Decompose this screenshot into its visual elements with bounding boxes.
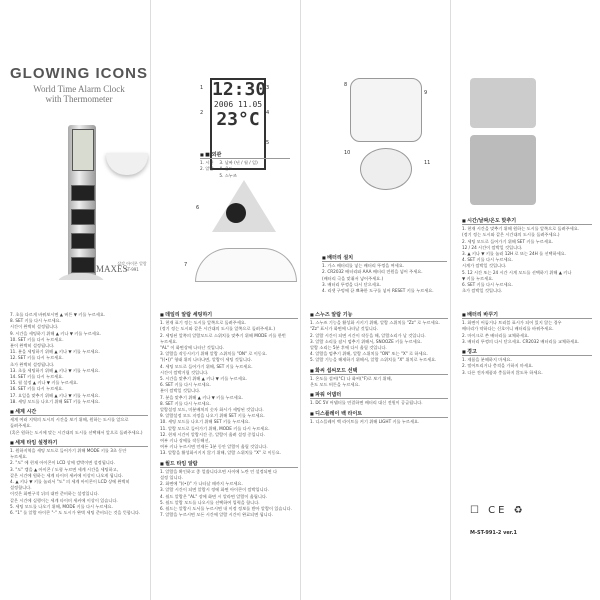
city-block (71, 209, 95, 225)
text-line: 알람 소리는 5분 후에 다시 울릴 것입니다. (310, 345, 387, 351)
section-heading: ■ 세계 시간 (10, 409, 148, 416)
back-dial-image (360, 148, 412, 190)
subtitle-line-1: World Time Alarm Clock (33, 84, 125, 94)
text-line: 1. 알람을 확인하고 좋 얼쓸니다으면 사이에 노란 언 설정되면 다 (160, 468, 278, 474)
text-line: 12 / 24 시간이 깜박일 것입니다. (462, 244, 523, 250)
text-line: 18. 세팅 모드를 나오기 위해 SET 키를 누르세요. (10, 398, 100, 404)
text-line: 2. 세팅된 앞쪽의 알람모드로 스위치를 맞추기 위해 MODE 키를 한번 (160, 332, 286, 338)
text-line: 설정합니다. (10, 485, 32, 491)
text-line: 2. CR2032 배터리와 AAA 배터리 전원을 넣어 주세요. (322, 269, 423, 275)
brand-title: GLOWING ICONS (10, 65, 148, 82)
hand-photo (470, 78, 536, 128)
lcd-time: 12:30 (212, 79, 267, 100)
text-line: 7. 분을 맞추기 위해 ▲ 키나 ▼ 키를 누르세요. (160, 394, 244, 400)
text-line: 3. 배터리 뚜껑을 다시 닫으세요. (322, 281, 382, 287)
text-line: 3. 다른 전자제품과 충돌하지 않도록 하세요. (462, 369, 543, 375)
text-line: 6. SET 키를 다시 누르세요. (462, 282, 513, 288)
callout: 8 (344, 82, 348, 88)
city-block (71, 233, 95, 249)
text-line: 5. 12 시간 또는 24 시간 시계 모드를 선택하기 위해 ▲ 키나 (462, 269, 572, 275)
text-line: 1. 디스플레이 백 라이트를 켜기 위해 LIGHT 키를 누르세요. (310, 418, 420, 424)
text-line: 1. 현재 시간을 맞추기 위해 원하는 도시를 앞쪽으로 돌려주세요. (462, 226, 580, 232)
text-line: 10. 세팅 모드를 나오기 위해 SET 키를 누르세요. (160, 419, 250, 425)
callout: 3 (266, 85, 270, 91)
text-line: 여부 키나 장에를 작동해선, (160, 438, 210, 444)
text-line: 9. 알람설정 모드 지정을 나오기 위해 SET 키를 누르세요. (160, 413, 265, 419)
section-heading: ■ 월드 타임 알람 (160, 461, 298, 468)
text-line: 8. SET 키를 다시 누르세요. (10, 318, 61, 324)
text-line: 12. 현재 시간이 알람시간 중, 알람이 울려 설정 중입니다. (160, 431, 265, 437)
section-heading: ■ 파워 어댑터 (310, 392, 448, 399)
text-line: 초가 완벽히 설정됩니다. (10, 361, 55, 367)
text-line: 5. 세팅 모드를 나오기 위해, MODE 키를 다시 누르세요. (10, 503, 113, 509)
callout: 4 (266, 110, 270, 116)
text-line: 3. 알람을 작동시키기 위해 알람 스위치를 "ON" 로 이동요. (160, 351, 268, 357)
parts-item: 2. 알람 (200, 166, 214, 172)
text-line: 2. 화면에 "((•))" 가 나타날 때까지 누르세요. (160, 481, 243, 487)
parts-item: 1. 시간 (200, 160, 214, 166)
text-line: 1. DC 5V 어댑터를 연결하면 배터리 대신 전원이 공급됩니다. (310, 400, 423, 406)
text-line: 1. 가스 배터리를 넣는 배터리 뚜껑을 여세요. (322, 263, 405, 269)
text-line: ▼ 키를 누르세요. (462, 275, 494, 281)
text-line: 4. 월드 알람은 "AL" 장에 화면 시 알라면 알람이 울립니다. (160, 493, 268, 499)
text-line: 5. 알람 기능을 해제하기 위해서, 알람 스위치를 "X" 위치로 누르세요. (310, 357, 437, 363)
model-name: 삼각 아이콘 알람 (117, 261, 147, 266)
text-line: 11. 알람 모드로 들어가기 위해, MODE 키를 다시 누르세요. (160, 425, 270, 431)
text-line: 3. 배터리 뚜껑의 다시 닫으세요. CR2032 배터리를 교체하세요. (462, 338, 580, 344)
text-line: 돌려주세요. (10, 423, 32, 429)
dome-base-image (195, 248, 297, 282)
section-heading: ■ 배터리 설치 (322, 255, 447, 262)
text-line: 누르세요. (160, 338, 178, 344)
clock-product-image (68, 125, 96, 280)
text-line: 3. ▲ 키나 ▼ 키를 눌러 12H 로 또는 24H 를 선택하세요. (462, 251, 567, 257)
text-line: "AL" 이 화면상에 나타난 것입니다. (160, 345, 225, 351)
text-line: 3. "도" 캠을 ▲ 아이콘 / 도형 누르면 세계 시간을 세팅하고, (10, 466, 119, 472)
section-heading: ■ 데일리 알람 세팅하기 (160, 312, 298, 319)
text-line: 12. SET 키를 다시 누르세요. (10, 355, 64, 361)
steps-continued (10, 312, 148, 516)
text-line: (혹은 원하는 도시에 맞는 시간대의 도시를 선택해서 앞으로 돌려주세요.) (10, 429, 143, 435)
section-heading: ■ 시간/날짜/온도 맞추기 (462, 218, 592, 225)
text-line: 10. SET 키를 다시 누르세요. (10, 336, 64, 342)
text-line: 1. 온도를 섭씨(°C) 나 화씨(°F)로 보기 위해, (310, 375, 392, 381)
text-line: "((•))" 형태 위의 나타나면, 알람이 세팅 것입니다. (160, 357, 253, 363)
text-line: 1. 현재 표기 정는 도시를 앞쪽으로 돌려주세요. (160, 320, 247, 326)
text-line: 13. 알람을 활성화시키지 않기 위해, 알람 스위치를 "X" 로 이동요. (160, 450, 282, 456)
text-line: 시계가 깜박일 것입니다. (462, 263, 507, 269)
text-line: "Zz" 표시가 화면에 나타날 것입니다. (310, 326, 379, 332)
text-line: 여부 키나 누르시면 언제든 1분 동안 알람이 울릴 것입니다. (160, 444, 268, 450)
snooze-sections (310, 312, 448, 425)
lcd-date: 2006 11.05 (213, 100, 263, 109)
text-line: 5. 시간을 맞추기 위해 ▲ 키나 ▼ 키를 누르세요. (160, 376, 248, 382)
text-line: 14. SET 키를 다시 누르세요. (10, 374, 64, 380)
text-line: 1. 스누즈 기능을 활성화 시키기 위해, 알람 스위치를 "Zz" 로 누르세요. (310, 320, 441, 326)
text-line: 4. 세팅 모드로 들어가기 위해, SET 키를 누르세요. (160, 363, 253, 369)
text-line: 배터리가 약하다는 신호이니 배터리를 바꿔주세요. (462, 326, 554, 332)
parts-item: 3. 날짜 (년 / 월 / 일) (219, 160, 258, 166)
footer-code: M-ST-991-2 ver.1 (470, 530, 517, 536)
triangle-icon (226, 203, 246, 223)
text-line: 2. 세팅 모드로 들어가기 위해 SET 키를 누르세요. (462, 238, 554, 244)
back-panel-image (350, 78, 422, 142)
callout: 1 (200, 85, 204, 91)
text-line: 같은 시간에 원하는 세계 타이머 세커에 이상이 나오게 됩니다. (10, 472, 124, 478)
callout: 2 (200, 110, 204, 116)
text-line: (정기 정는 도시와 같은 시간대의 도시를 앞쪽으로 돌려주세요.) (160, 326, 276, 332)
callout: 7 (184, 262, 188, 268)
text-line: 같은 시간에 실행이는 세계 타이머 세커에 이상이 있습니다. (10, 497, 118, 503)
callout: 5 (266, 140, 270, 146)
time-set-section (462, 218, 592, 294)
text-line: 3. 알람 소리를 잠시 멈추기 위해서, SNOOZE 키를 누르세요. (310, 338, 423, 344)
text-line: 6. 월드는 알람시 도서를 누르시면 내 이정 정보를 받아 알람이 있습니다. (160, 506, 292, 512)
text-line: 1. 원하지역을 세팅 모드로 들어가기 위해 MODE 키를 3초 동안 (10, 448, 127, 454)
text-line: 이것은 화면구석 뒤의 대만 준비하는 설정입니다. (10, 491, 99, 497)
subtitle (8, 84, 150, 104)
text-line: 알람설정 모드, 미분배처의 숫자 화시가 세팅된 것입니다. (160, 407, 264, 413)
model-label (112, 261, 150, 273)
text-line: 16. SET 키를 다시 누르세요. (10, 386, 64, 392)
parts-item: 5. 스누즈 (219, 172, 237, 178)
text-line: 분이 완벽히 설정됩니다. (10, 343, 55, 349)
text-line: 5. 월드 알람 모드를 나오시를 선택하여 입력을 합니다. (160, 499, 260, 505)
lcd-temp: 23°C (216, 109, 260, 130)
text-line: 9. 시간을 세팅하기 위해 ▲ 키나 ▼ 키를 누르세요. (10, 330, 102, 336)
maker-logo: MAXES (96, 264, 128, 274)
parts-title: ■ ■ 외관 (200, 152, 290, 159)
text-line: 시간이 깜박거릴 것입니다. (160, 369, 209, 375)
callout: 10 (344, 150, 351, 156)
section-heading: ■ 디스플레이 백 라이트 (310, 411, 448, 418)
parts-item: 4. 온도 (219, 166, 233, 172)
alarm-sections (160, 312, 298, 519)
text-line: 분이 깜박일 것입니다. (160, 388, 201, 394)
parts-list (200, 152, 290, 179)
model-number: ST-991 (125, 267, 139, 272)
text-line: 2. 알람 시간이 되면 시간이 작동을 해, 알람소리가 날 것입니다. (310, 332, 426, 338)
text-line: 15. 월 설정 ▲ 키나 ▼ 키를 누르세요. (10, 380, 79, 386)
text-line: 4. SET 키를 다시 누르세요. (462, 257, 513, 263)
text-line: 세계 여러 지역의 도시의 시간을 보기 위해, 원하는 도시를 앞으로 (10, 417, 129, 423)
text-line: 4. ▲ 키나 ▼ 키를 눌러서 "도" 의 세계 아이콘이 LCD 상에 완벽히 (10, 479, 130, 485)
callout: 6 (196, 205, 200, 211)
text-line: (배터리 극을 맞춰서 넣어주세요.) (322, 275, 384, 281)
text-line: 설정 입니다. (160, 475, 183, 481)
text-line: 6. SET 키를 다시 누르세요. (160, 382, 211, 388)
certification-marks: ☐ CE ♻ (470, 505, 526, 516)
section-heading: ■ 세계 타임 설정하기 (10, 440, 148, 447)
text-line: 2. "도" 에 현재 아이콘이 LCD 상에 깜박이면 설정됩니다. (10, 460, 116, 466)
text-line: 온도 모드 버튼을 누르세요. (310, 382, 360, 388)
section-heading: ■ 배터리 바꾸기 (462, 312, 592, 319)
clock-lcd-image (72, 129, 94, 171)
text-line: 13. 초를 세팅하기 위해 ▲ 키나 ▼ 키를 누르세요. (10, 367, 100, 373)
callout: 11 (424, 160, 431, 166)
text-line: 8. SET 키를 다시 누르세요. (160, 400, 211, 406)
text-line: 2. 떨어뜨리거나 충격을 가하지 마세요. (462, 363, 534, 369)
coffee-cup-image (106, 153, 148, 175)
text-line: 2. 마이크로 쓴 배터리를 교체하세요. (462, 332, 530, 338)
text-line: 3. 알람 시간이 되면 알람시 정에 화면 아이콘이 깜박입니다. (160, 487, 270, 493)
text-line: 17. 요일을 맞추기 위해 ▲ 키나 ▼ 키를 누르세요. (10, 392, 100, 398)
city-block (71, 185, 95, 201)
hand-photo (470, 135, 536, 205)
section-heading: ■ 스누즈 알람 기능 (310, 312, 448, 319)
cover-panel (8, 65, 150, 280)
text-line: 초가 깜박일 것입니다. (462, 288, 503, 294)
text-line: 시간이 완벽히 설정됩니다. (10, 324, 59, 330)
text-line: 4. 알람을 멈추기 위해, 알람 스위치를 "ON" 또는 "X" 로 하세요. (310, 351, 428, 357)
text-line: (정기 정는 도시와 같은 시간대의 도시를 돌려주세요.) (462, 232, 560, 238)
text-line: 4. 리셋 구멍에 끝 뾰족한 도구를 넣어 RESET 키를 누르세요. (322, 288, 434, 294)
battery-section (322, 255, 447, 294)
battery-change-section (462, 312, 592, 376)
text-line: 6. "1" 를 알람 아이콘 "-" 도 도시가 완벽 세팅 준비되는 것을 뜻합니다. (10, 510, 141, 516)
section-heading: ■ 경고 (462, 349, 592, 356)
text-line: 7. 알람을 누르시면 모든 시간에 알람 시간이 완료되면 됩니다. (160, 512, 274, 518)
text-line: 1. 제품을 분해하지 마세요. (462, 357, 512, 363)
city-block (71, 257, 95, 273)
subtitle-line-2: with Thermometer (45, 94, 113, 104)
text-line: 11. 분을 세팅하기 위해 ▲ 키나 ▼ 키를 누르세요. (10, 349, 100, 355)
text-line: 7. 초를 다르게 바꿔보시면 ▲ 버튼 ▼ 키를 누르세요. (10, 312, 106, 317)
callout: 9 (424, 90, 428, 96)
text-line: 1. 화면이 어둡거나 트러블 표시가 되어 있지 않는 경우 (462, 320, 562, 326)
clock-base-image (58, 273, 104, 280)
text-line: 누르세요. (10, 454, 28, 460)
section-heading: ■ 화씨 섭씨모드 선택 (310, 368, 448, 375)
